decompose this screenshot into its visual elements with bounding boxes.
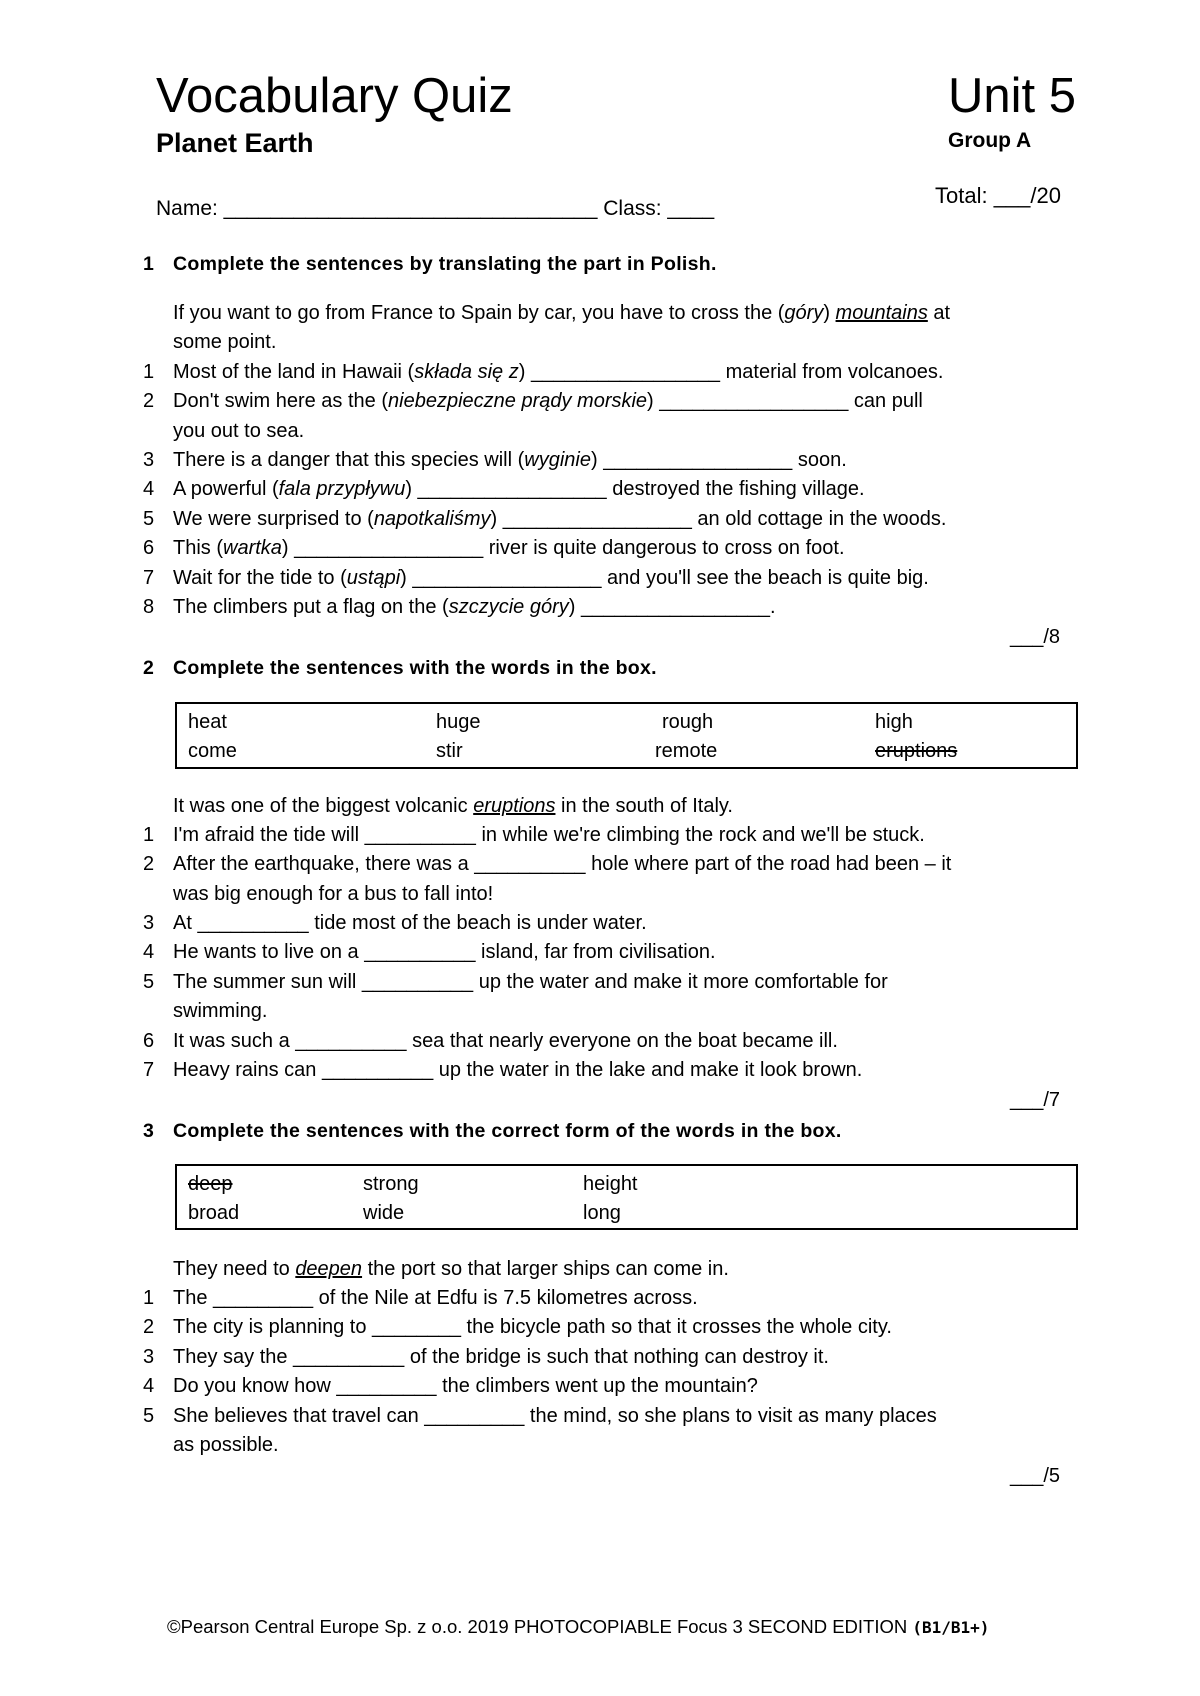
s2-item-6: 6 It was such a __________ sea that nearly everyone on the boat became ill.: [143, 1030, 838, 1052]
box-word: strong: [363, 1173, 419, 1195]
polish-phrase: góry: [784, 302, 824, 324]
box-word: come: [188, 740, 237, 762]
section2-heading: [143, 657, 657, 680]
box-word: rough: [662, 711, 714, 733]
box-word: heat: [188, 711, 227, 733]
polish-phrase: wyginie: [524, 449, 591, 471]
s3-item-2: 2 The city is planning to ________ the bicycle path so that it crosses the whole city.: [143, 1316, 892, 1338]
s2-item-4: 4 He wants to live on a __________ island, far from civilisation.: [143, 941, 716, 963]
example-text: the port so that larger ships can come in.: [362, 1258, 729, 1280]
box-word: remote: [655, 740, 718, 762]
s2-item-5-cont: swimming.: [173, 1000, 268, 1022]
s3-item-5: 5 She believes that travel can _________ the mind, so she plans to visit as many places: [143, 1405, 937, 1427]
s3-item-4: 4 Do you know how _________ the climbers went up the mountain?: [143, 1375, 758, 1397]
s2-item-3: 3 At __________ tide most of the beach is under water.: [143, 912, 647, 934]
section1-heading: [143, 253, 717, 276]
s1-item-3: 3 There is a danger that this species will (wyginie) _________________ soon.: [143, 449, 847, 471]
unit-label: Unit 5: [947, 69, 1076, 123]
s2-item-5: 5 The summer sun will __________ up the water and make it more comfortable for: [143, 971, 888, 993]
box-word: huge: [436, 711, 481, 733]
example-text: at: [927, 302, 951, 324]
section-instruction: Complete the sentences with the words in the box.: [173, 657, 657, 679]
s3-item-5-cont: as possible.: [173, 1434, 279, 1456]
box-word: wide: [363, 1202, 405, 1224]
example-answer: mountains: [835, 302, 928, 324]
s1-item-7: 7 Wait for the tide to (ustąpi) _________________ and you'll see the beach is quite big.: [143, 567, 929, 589]
quiz-subtitle: Planet Earth: [156, 128, 314, 158]
example-text: It was one of the biggest volcanic: [173, 795, 474, 817]
example-answer: deepen: [295, 1258, 363, 1280]
section2-example: [173, 796, 733, 816]
section-number: 3: [143, 1120, 155, 1142]
section1-example-cont: some point.: [173, 331, 277, 353]
footer-level: (B1/B1+): [912, 1618, 990, 1637]
s1-item-5: 5 We were surprised to (napotkaliśmy) _________________ an old cottage in the woods.: [143, 508, 947, 530]
s1-item-2-cont: you out to sea.: [173, 420, 305, 442]
section-number: 1: [143, 253, 155, 275]
section-number: 2: [143, 657, 155, 679]
s1-item-1: 1 Most of the land in Hawaii (składa się z) _________________ material from volcanoes.: [143, 361, 944, 383]
example-text: They need to: [173, 1258, 296, 1280]
section1-score: ___/8: [1010, 626, 1061, 648]
polish-phrase: fala przypływu: [278, 478, 406, 500]
s1-item-8: 8 The climbers put a flag on the (szczycie góry) _________________.: [143, 596, 776, 618]
footer-text: ©Pearson Central Europe Sp. z o.o. 2019 PHOTOCOPIABLE Focus 3 SECOND EDITION: [167, 1616, 913, 1637]
copyright-footer: [167, 1616, 989, 1638]
polish-phrase: szczycie góry: [448, 596, 569, 618]
section3-example: [173, 1259, 729, 1279]
section1-example: [173, 303, 950, 323]
box-word-crossed-out: eruptions: [875, 740, 958, 762]
s3-item-3: 3 They say the __________ of the bridge is such that nothing can destroy it.: [143, 1346, 829, 1368]
group-label: Group A: [948, 129, 1032, 152]
box-word: broad: [188, 1202, 240, 1224]
name-class-line: Name: ________________________________ Class: ____: [156, 197, 715, 220]
s2-item-2-cont: was big enough for a bus to fall into!: [173, 883, 494, 905]
section3-heading: [143, 1120, 842, 1143]
example-text: If you want to go from France to Spain by car, you have to cross the (: [173, 302, 785, 324]
section3-word-box: [175, 1164, 1078, 1230]
box-word: stir: [436, 740, 463, 762]
section3-score: ___/5: [1010, 1465, 1061, 1487]
total-score: Total: ___/20: [935, 183, 1061, 208]
box-word: high: [875, 711, 913, 733]
example-answer: eruptions: [473, 795, 556, 817]
polish-phrase: niebezpieczne prądy morskie: [388, 390, 648, 412]
section2-score: ___/7: [1010, 1089, 1061, 1111]
s2-item-1: 1 I'm afraid the tide will __________ in while we're climbing the rock and we'll be stuck.: [143, 824, 925, 846]
box-word-crossed-out: deep: [188, 1173, 233, 1195]
quiz-title: Vocabulary Quiz: [156, 69, 513, 123]
section-instruction: Complete the sentences by translating the part in Polish.: [173, 253, 717, 275]
section-instruction: Complete the sentences with the correct form of the words in the box.: [173, 1120, 842, 1142]
example-text: in the south of Italy.: [555, 795, 733, 817]
s3-item-1: 1 The _________ of the Nile at Edfu is 7.5 kilometres across.: [143, 1287, 698, 1309]
polish-phrase: napotkaliśmy: [373, 508, 491, 530]
s1-item-6: 6 This (wartka) _________________ river is quite dangerous to cross on foot.: [143, 537, 845, 559]
polish-phrase: składa się z: [414, 361, 519, 383]
box-word: height: [583, 1173, 638, 1195]
section2-word-box: [175, 702, 1078, 769]
polish-phrase: wartka: [223, 537, 282, 559]
box-word: long: [583, 1202, 621, 1224]
s2-item-2: 2 After the earthquake, there was a __________ hole where part of the road had been – it: [143, 853, 952, 875]
s2-item-7: 7 Heavy rains can __________ up the water in the lake and make it look brown.: [143, 1059, 863, 1081]
example-text: ): [823, 302, 836, 324]
polish-phrase: ustąpi: [346, 567, 401, 589]
s1-item-2: 2 Don't swim here as the (niebezpieczne prądy morskie) _________________ can pull: [143, 390, 923, 412]
s1-item-4: 4 A powerful (fala przypływu) _________________ destroyed the fishing village.: [143, 478, 865, 500]
